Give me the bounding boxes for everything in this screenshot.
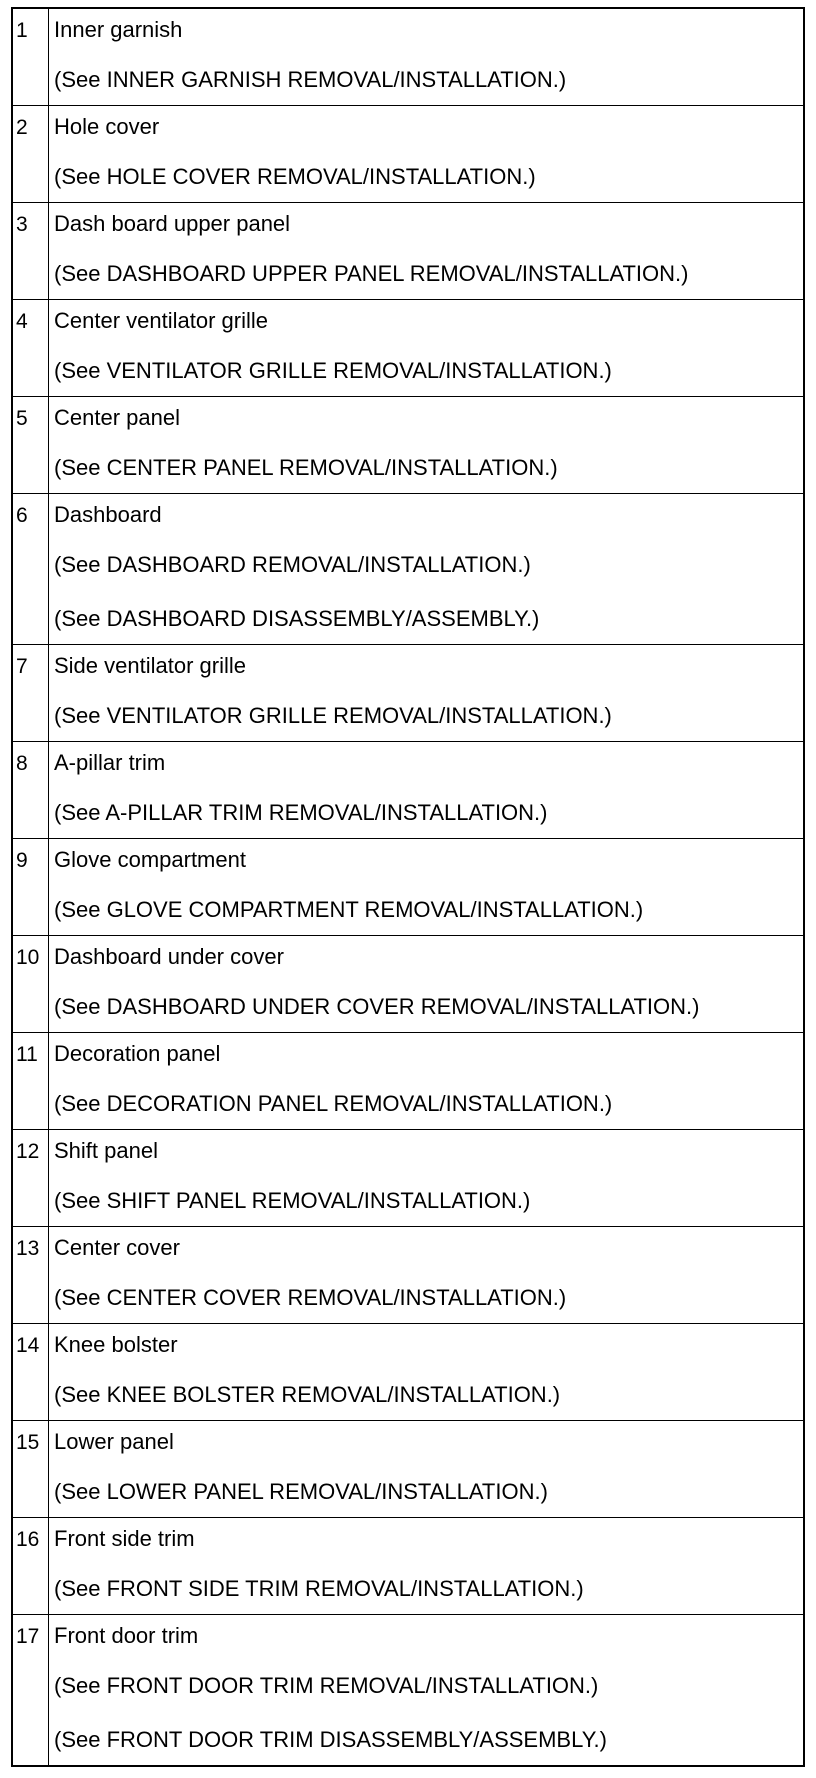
table-row [13, 1517, 803, 1614]
part-number: 16 [13, 1518, 49, 1614]
table-row [13, 741, 803, 838]
part-reference: (See VENTILATOR GRILLE REMOVAL/INSTALLATION.) [54, 703, 612, 728]
part-description [49, 936, 803, 1032]
part-number: 13 [13, 1227, 49, 1323]
part-name: Dashboard under cover [54, 944, 284, 969]
part-name: Side ventilator grille [54, 653, 246, 678]
part-reference: (See DASHBOARD UPPER PANEL REMOVAL/INSTALLATION.) [54, 261, 689, 286]
table-row [13, 202, 803, 299]
part-name: Front door trim [54, 1623, 199, 1648]
part-description [49, 1033, 803, 1129]
part-description [49, 1130, 803, 1226]
part-description [49, 494, 803, 644]
part-reference: (See A-PILLAR TRIM REMOVAL/INSTALLATION.) [54, 800, 548, 825]
table-row [13, 1226, 803, 1323]
part-description [49, 1324, 803, 1420]
part-description [49, 1421, 803, 1517]
table-row [13, 1032, 803, 1129]
table-row [13, 105, 803, 202]
part-description [49, 397, 803, 493]
part-reference: (See FRONT DOOR TRIM DISASSEMBLY/ASSEMBLY.) [54, 1727, 607, 1752]
part-reference: (See LOWER PANEL REMOVAL/INSTALLATION.) [54, 1479, 548, 1504]
part-reference: (See HOLE COVER REMOVAL/INSTALLATION.) [54, 164, 536, 189]
part-number: 8 [13, 742, 49, 838]
table-row [13, 396, 803, 493]
part-name: Center cover [54, 1235, 180, 1260]
part-name: Center ventilator grille [54, 308, 268, 333]
part-name: Inner garnish [54, 17, 183, 42]
part-name: Dash board upper panel [54, 211, 291, 236]
part-reference: (See CENTER PANEL REMOVAL/INSTALLATION.) [54, 455, 558, 480]
part-reference: (See GLOVE COMPARTMENT REMOVAL/INSTALLATION.) [54, 897, 644, 922]
table-row [13, 1129, 803, 1226]
part-description [49, 742, 803, 838]
part-reference: (See DASHBOARD REMOVAL/INSTALLATION.) [54, 552, 531, 577]
part-number: 9 [13, 839, 49, 935]
table-row [13, 299, 803, 396]
part-reference: (See DASHBOARD DISASSEMBLY/ASSEMBLY.) [54, 606, 540, 631]
part-name: Center panel [54, 405, 180, 430]
part-number: 4 [13, 300, 49, 396]
part-reference: (See KNEE BOLSTER REMOVAL/INSTALLATION.) [54, 1382, 561, 1407]
part-number: 10 [13, 936, 49, 1032]
part-reference: (See DASHBOARD UNDER COVER REMOVAL/INSTALLATION.) [54, 994, 700, 1019]
part-number: 17 [13, 1615, 49, 1765]
part-name: Knee bolster [54, 1332, 178, 1357]
part-number: 12 [13, 1130, 49, 1226]
part-reference: (See SHIFT PANEL REMOVAL/INSTALLATION.) [54, 1188, 531, 1213]
part-reference: (See CENTER COVER REMOVAL/INSTALLATION.) [54, 1285, 567, 1310]
table-row [13, 838, 803, 935]
table-row [13, 1420, 803, 1517]
part-reference: (See VENTILATOR GRILLE REMOVAL/INSTALLATION.) [54, 358, 612, 383]
part-number: 5 [13, 397, 49, 493]
part-number: 6 [13, 494, 49, 644]
part-description [49, 839, 803, 935]
part-description [49, 645, 803, 741]
parts-table [11, 7, 805, 1767]
table-row [13, 9, 803, 105]
part-number: 7 [13, 645, 49, 741]
part-reference: (See FRONT SIDE TRIM REMOVAL/INSTALLATION.) [54, 1576, 584, 1601]
part-name: Decoration panel [54, 1041, 221, 1066]
part-number: 15 [13, 1421, 49, 1517]
part-description [49, 9, 803, 105]
table-row [13, 1614, 803, 1765]
table-row [13, 493, 803, 644]
part-name: Glove compartment [54, 847, 246, 872]
part-description [49, 203, 803, 299]
part-description [49, 1615, 803, 1765]
table-row [13, 644, 803, 741]
part-number: 14 [13, 1324, 49, 1420]
part-reference: (See DECORATION PANEL REMOVAL/INSTALLATION.) [54, 1091, 613, 1116]
part-name: Lower panel [54, 1429, 174, 1454]
part-name: Dashboard [54, 502, 162, 527]
part-name: Front side trim [54, 1526, 195, 1551]
part-number: 3 [13, 203, 49, 299]
part-reference: (See INNER GARNISH REMOVAL/INSTALLATION.) [54, 67, 567, 92]
part-description [49, 300, 803, 396]
part-description [49, 106, 803, 202]
part-description [49, 1518, 803, 1614]
table-row [13, 935, 803, 1032]
part-name: A-pillar trim [54, 750, 166, 775]
part-number: 2 [13, 106, 49, 202]
part-reference: (See FRONT DOOR TRIM REMOVAL/INSTALLATION.) [54, 1673, 599, 1698]
part-name: Shift panel [54, 1138, 158, 1163]
part-name: Hole cover [54, 114, 160, 139]
table-row [13, 1323, 803, 1420]
part-description [49, 1227, 803, 1323]
part-number: 1 [13, 9, 49, 105]
part-number: 11 [13, 1033, 49, 1129]
